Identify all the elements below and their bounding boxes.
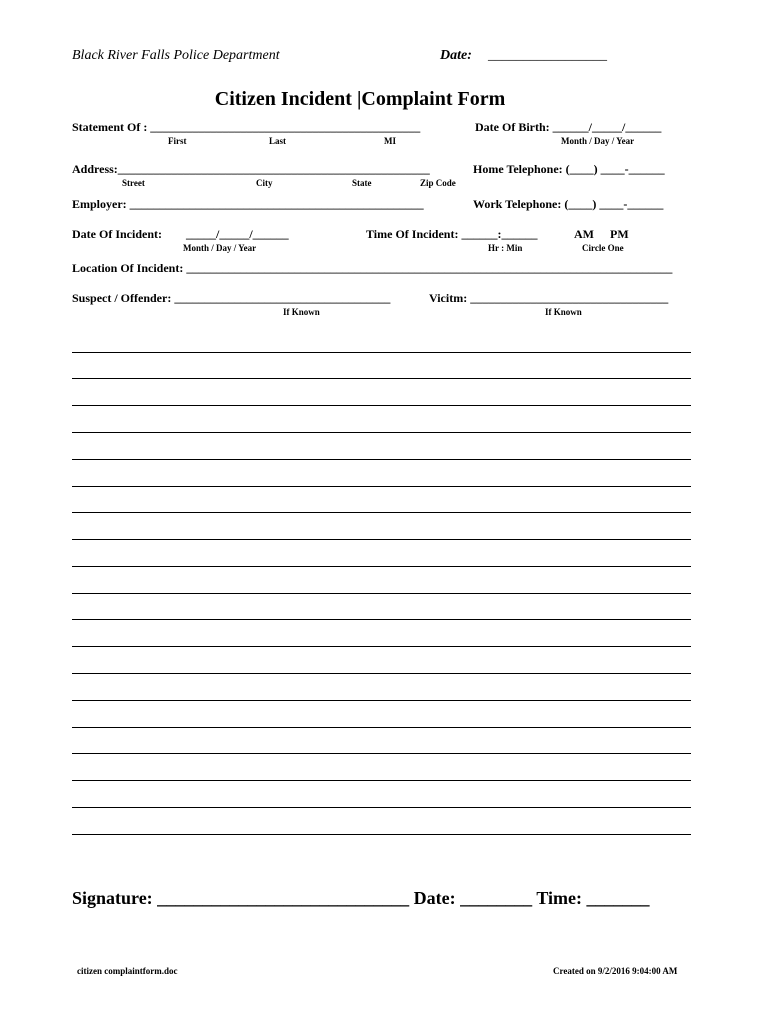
writing-line[interactable]	[72, 405, 691, 406]
address-state-sublabel: State	[352, 178, 372, 188]
statement-first-sublabel: First	[168, 136, 187, 146]
writing-line[interactable]	[72, 539, 691, 540]
address-field[interactable]: Address:____________________________________________________	[72, 162, 430, 176]
header-date-field[interactable]: _________________	[488, 48, 607, 63]
writing-line[interactable]	[72, 512, 691, 513]
location-of-incident-field[interactable]: Location Of Incident: _________________________________________________________________________________	[72, 261, 673, 275]
circle-one-sublabel: Circle One	[582, 243, 624, 253]
writing-line[interactable]	[72, 807, 691, 808]
writing-line[interactable]	[72, 834, 691, 835]
address-city-sublabel: City	[256, 178, 273, 188]
dob-sublabel: Month / Day / Year	[561, 136, 635, 146]
writing-line[interactable]	[72, 459, 691, 460]
suspect-offender-field[interactable]: Suspect / Offender: ____________________________________	[72, 291, 391, 305]
writing-line[interactable]	[72, 486, 691, 487]
writing-line[interactable]	[72, 753, 691, 754]
home-telephone-field[interactable]: Home Telephone: (____) ____-______	[473, 162, 665, 176]
writing-line[interactable]	[72, 378, 691, 379]
statement-mi-sublabel: MI	[384, 136, 396, 146]
footer-created: Created on 9/2/2016 9:04:00 AM	[553, 966, 678, 976]
time-of-incident-field[interactable]: Time Of Incident: ______:______	[366, 227, 538, 241]
work-telephone-field[interactable]: Work Telephone: (____) ____-______	[473, 197, 664, 211]
form-title: Citizen Incident |Complaint Form	[214, 88, 506, 110]
footer-filename: citizen complaintform.doc	[77, 966, 178, 976]
statement-of-field[interactable]: Statement Of : _____________________________________________	[72, 120, 421, 134]
am-option[interactable]: AM	[574, 227, 594, 241]
victim-if-known-sublabel: If Known	[545, 307, 582, 317]
writing-line[interactable]	[72, 619, 691, 620]
header-date-label: Date:	[440, 48, 472, 63]
writing-line[interactable]	[72, 432, 691, 433]
department-name: Black River Falls Police Department	[72, 48, 280, 63]
writing-line[interactable]	[72, 727, 691, 728]
date-of-incident-label: Date Of Incident:	[72, 227, 162, 241]
writing-line[interactable]	[72, 673, 691, 674]
employer-field[interactable]: Employer: _________________________________________________	[72, 197, 424, 211]
date-of-birth-field[interactable]: Date Of Birth: ______/_____/______	[475, 120, 662, 134]
writing-line[interactable]	[72, 646, 691, 647]
signature-date-time-line[interactable]: Signature: ____________________________ Date: ________ Time: _______	[72, 888, 650, 908]
writing-line[interactable]	[72, 700, 691, 701]
victim-field[interactable]: Vicitm: _________________________________	[429, 291, 669, 305]
time-of-incident-sublabel: Hr : Min	[488, 243, 523, 253]
address-street-sublabel: Street	[122, 178, 145, 188]
writing-line[interactable]	[72, 780, 691, 781]
date-of-incident-field[interactable]: _____/_____/______	[186, 227, 289, 241]
writing-line[interactable]	[72, 593, 691, 594]
statement-last-sublabel: Last	[269, 136, 287, 146]
writing-line[interactable]	[72, 352, 691, 353]
address-zip-sublabel: Zip Code	[420, 178, 456, 188]
suspect-if-known-sublabel: If Known	[283, 307, 320, 317]
date-of-incident-sublabel: Month / Day / Year	[183, 243, 257, 253]
pm-option[interactable]: PM	[610, 227, 629, 241]
writing-line[interactable]	[72, 566, 691, 567]
